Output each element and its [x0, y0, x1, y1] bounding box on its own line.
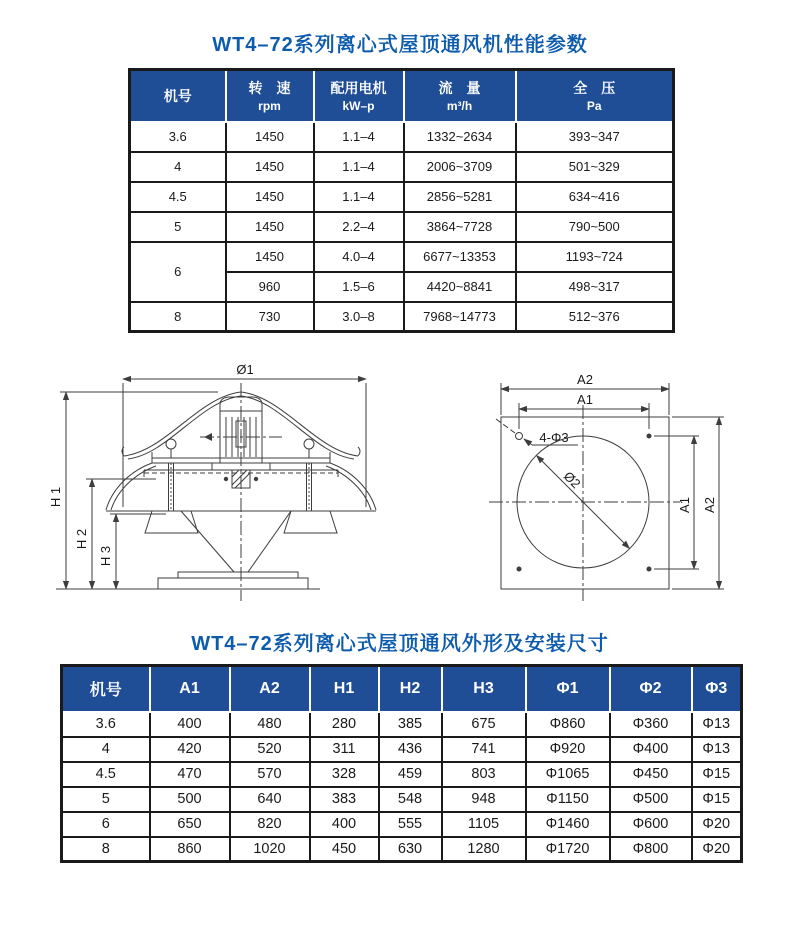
cell: 459 — [379, 762, 442, 787]
col-header-motor: 配用电机 kW–p — [314, 70, 404, 122]
cell: 450 — [310, 837, 379, 862]
cell: 1.1–4 — [314, 152, 404, 182]
cell: 1.1–4 — [314, 182, 404, 212]
cell: 1.5–6 — [314, 272, 404, 302]
dim-label-a1-top: A1 — [577, 392, 593, 407]
performance-table — [128, 68, 675, 333]
cell: 1.1–4 — [314, 122, 404, 152]
cell: 400 — [310, 812, 379, 837]
col-header-model: 机号 — [62, 666, 150, 712]
cell: 400 — [150, 712, 230, 737]
cell: 470 — [150, 762, 230, 787]
cell: 7968~14773 — [404, 302, 516, 332]
cell: 512~376 — [516, 302, 674, 332]
cell: Φ1460 — [526, 812, 610, 837]
cell: 630 — [379, 837, 442, 862]
col-header-phi3: Φ3 — [692, 666, 742, 712]
table-row — [130, 182, 674, 212]
dim-label-a2-right: A2 — [702, 497, 717, 513]
support-bolt-left — [166, 439, 176, 511]
cell: 730 — [226, 302, 314, 332]
header-row — [130, 70, 674, 122]
col-header-model: 机号 — [130, 70, 226, 122]
cell: Φ20 — [692, 837, 742, 862]
cell: 420 — [150, 737, 230, 762]
cell: 3.0–8 — [314, 302, 404, 332]
cell: Φ920 — [526, 737, 610, 762]
cell: Φ15 — [692, 787, 742, 812]
dim-label-d1: Ø1 — [236, 362, 254, 377]
cell: Φ13 — [692, 737, 742, 762]
col-header-h1: H1 — [310, 666, 379, 712]
cell: 741 — [442, 737, 526, 762]
table-row — [62, 737, 742, 762]
cell: Φ500 — [610, 787, 692, 812]
table-row — [130, 212, 674, 242]
cell: 500 — [150, 787, 230, 812]
table-row — [62, 787, 742, 812]
cell: Φ400 — [610, 737, 692, 762]
cell: 570 — [230, 762, 310, 787]
performance-title: WT4–72系列离心式屋顶通风机性能参数 — [212, 34, 588, 56]
performance-table-header — [130, 70, 674, 122]
cell: 501~329 — [516, 152, 674, 182]
cell: 4420~8841 — [404, 272, 516, 302]
cell: 1105 — [442, 812, 526, 837]
cell: 548 — [379, 787, 442, 812]
cell: Φ1065 — [526, 762, 610, 787]
cell: 948 — [442, 787, 526, 812]
cell: 1450 — [226, 122, 314, 152]
cell: 328 — [310, 762, 379, 787]
cell: 383 — [310, 787, 379, 812]
mounting-plate-outline — [501, 417, 669, 589]
table-row — [62, 762, 742, 787]
cell: 436 — [379, 737, 442, 762]
col-header-flow: 流 量 m³/h — [404, 70, 516, 122]
cell: 2856~5281 — [404, 182, 516, 212]
table-row — [130, 242, 674, 272]
cell: 4 — [130, 152, 226, 182]
dim-label-h2: H 2 — [74, 528, 89, 550]
cell: 790~500 — [516, 212, 674, 242]
cell: Φ360 — [610, 712, 692, 737]
table-row — [130, 152, 674, 182]
dimensions-table-header — [62, 666, 742, 712]
dim-label-holes: 4-Φ3 — [539, 430, 569, 445]
cell: Φ1150 — [526, 787, 610, 812]
col-header-speed: 转 速 rpm — [226, 70, 314, 122]
cell: Φ15 — [692, 762, 742, 787]
cell: 1332~2634 — [404, 122, 516, 152]
cell: Φ13 — [692, 712, 742, 737]
cell: 634~416 — [516, 182, 674, 212]
performance-table-body — [130, 122, 674, 332]
cell: 3864~7728 — [404, 212, 516, 242]
cell: 520 — [230, 737, 310, 762]
cell: 4 — [62, 737, 150, 762]
table-row — [62, 812, 742, 837]
col-header-a1: A1 — [150, 666, 230, 712]
cell: 311 — [310, 737, 379, 762]
table-row — [130, 122, 674, 152]
cell: 820 — [230, 812, 310, 837]
cell: 803 — [442, 762, 526, 787]
cell: Φ800 — [610, 837, 692, 862]
cell: 498~317 — [516, 272, 674, 302]
col-header-h2: H2 — [379, 666, 442, 712]
header-row — [62, 666, 742, 712]
support-bolt-right — [304, 439, 314, 511]
cell: 675 — [442, 712, 526, 737]
dimensions-table-body — [62, 712, 742, 862]
dimension-lines — [501, 372, 724, 589]
table-row — [62, 837, 742, 862]
col-header-a2: A2 — [230, 666, 310, 712]
col-header-pressure: 全 压 Pa — [516, 70, 674, 122]
cell: 5 — [62, 787, 150, 812]
dimensions-table — [60, 664, 743, 863]
dimensions-title: WT4–72系列离心式屋顶通风外形及安装尺寸 — [191, 633, 609, 655]
cell: Φ450 — [610, 762, 692, 787]
cell: 1020 — [230, 837, 310, 862]
col-header-phi1: Φ1 — [526, 666, 610, 712]
cell: 4.5 — [62, 762, 150, 787]
col-header-phi2: Φ2 — [610, 666, 692, 712]
dim-label-d2: Ø2 — [560, 468, 584, 492]
cell: 640 — [230, 787, 310, 812]
cell: 2006~3709 — [404, 152, 516, 182]
cell: 4.5 — [130, 182, 226, 212]
cell: 8 — [130, 302, 226, 332]
cell: 480 — [230, 712, 310, 737]
cell: Φ600 — [610, 812, 692, 837]
dimension-lines — [48, 362, 366, 589]
table-row — [130, 302, 674, 332]
top-view-diagram — [466, 359, 766, 609]
cell: 1450 — [226, 212, 314, 242]
cell: Φ20 — [692, 812, 742, 837]
cell: 280 — [310, 712, 379, 737]
cell: 385 — [379, 712, 442, 737]
dim-label-h3: H 3 — [98, 545, 113, 567]
cell: 1193~724 — [516, 242, 674, 272]
cell: 960 — [226, 272, 314, 302]
technical-drawings — [0, 359, 800, 609]
cell: 4.0–4 — [314, 242, 404, 272]
dim-label-a2-top: A2 — [577, 372, 593, 387]
base-cone — [158, 511, 308, 589]
col-header-h3: H3 — [442, 666, 526, 712]
cell: 860 — [150, 837, 230, 862]
cell: 1450 — [226, 242, 314, 272]
cell: Φ860 — [526, 712, 610, 737]
cell: 6 — [62, 812, 150, 837]
cell: 1450 — [226, 152, 314, 182]
cell: 5 — [130, 212, 226, 242]
table-row — [62, 712, 742, 737]
cell: 6677~13353 — [404, 242, 516, 272]
cell: 1450 — [226, 182, 314, 212]
cell: Φ1720 — [526, 837, 610, 862]
cell: 1280 — [442, 837, 526, 862]
cell: 2.2–4 — [314, 212, 404, 242]
dim-label-a1-right: A1 — [677, 497, 692, 513]
cell: 3.6 — [62, 712, 150, 737]
side-view-diagram — [48, 359, 408, 609]
cell: 650 — [150, 812, 230, 837]
dim-label-h1: H 1 — [48, 486, 63, 508]
cell-merged-model: 6 — [130, 242, 226, 302]
cell: 555 — [379, 812, 442, 837]
cell: 3.6 — [130, 122, 226, 152]
cell: 8 — [62, 837, 150, 862]
hole-callout — [496, 419, 578, 445]
cell: 393~347 — [516, 122, 674, 152]
